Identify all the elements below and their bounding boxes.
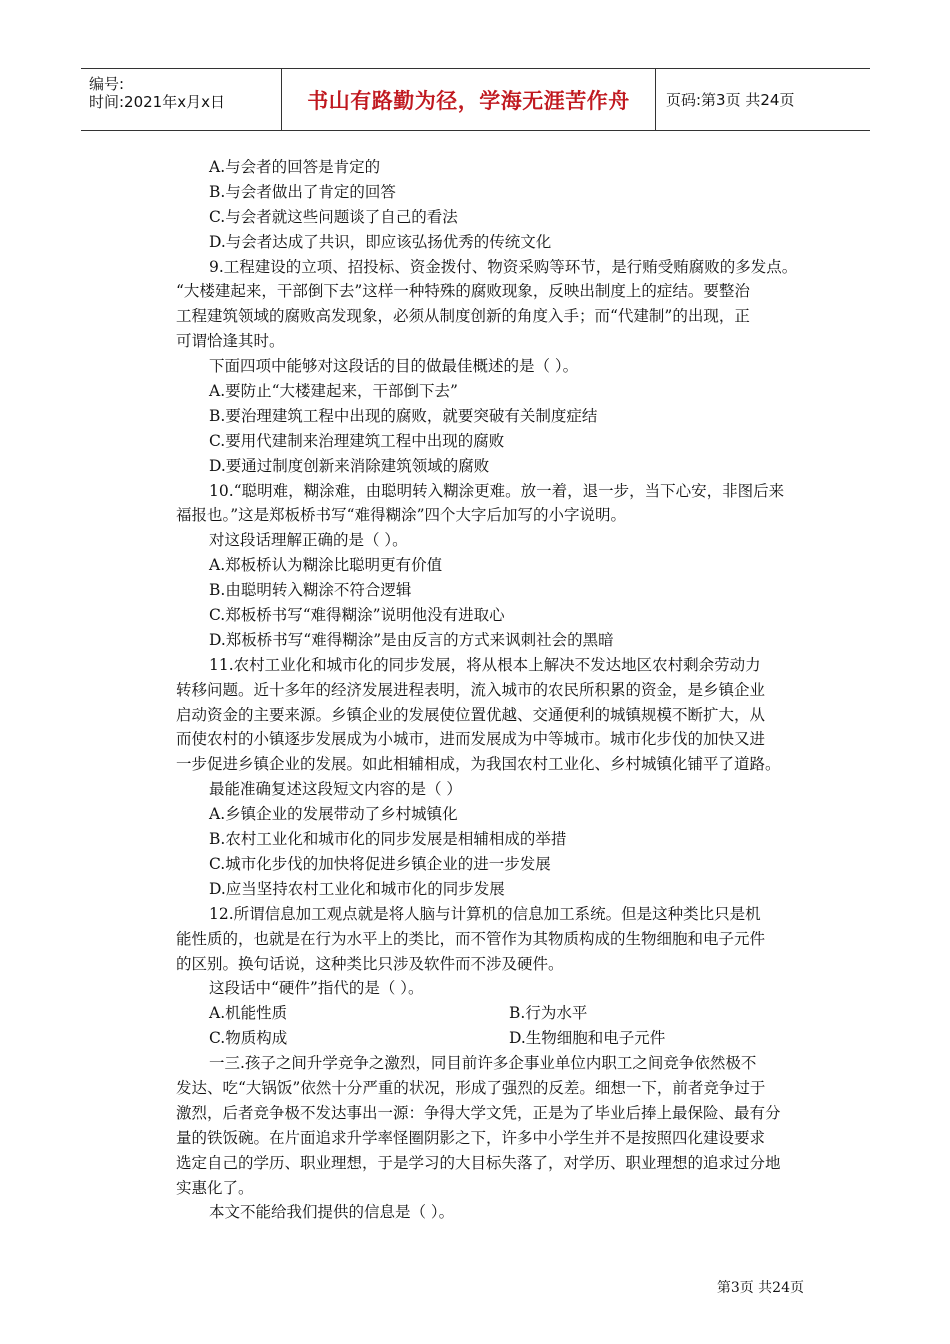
- header-table: [81, 68, 870, 131]
- text-line: D.与会者达成了共识，即应该弘扬优秀的传统文化: [209, 232, 552, 251]
- header-motto-cell: [282, 69, 656, 130]
- text-line: 12.所谓信息加工观点就是将人脑与计算机的信息加工系统。但是这种类比只是机: [209, 904, 761, 923]
- text-line: A.郑板桥认为糊涂比聪明更有价值: [209, 556, 443, 575]
- text-line: C.与会者就这些问题谈了自己的看法: [209, 207, 458, 226]
- text-line: 9.工程建设的立项、招投标、资金拨付、物资采购等环节，是行贿受贿腐败的多发点。: [209, 257, 798, 276]
- option-item: C.物质构成: [209, 1029, 288, 1048]
- text-line: C.城市化步伐的加快将促进乡镇企业的进一步发展: [209, 854, 551, 873]
- text-line: 一三.孩子之间升学竞争之激烈，同目前许多企事业单位内职工之间竞争依然极不: [209, 1054, 757, 1073]
- text-line: 启动资金的主要来源。乡镇企业的发展使位置优越、交通便利的城镇规模不断扩大，从: [176, 705, 766, 724]
- text-line: 实惠化了。: [176, 1178, 254, 1197]
- text-line: 最能准确复述这段短文内容的是（ ）: [209, 780, 462, 799]
- option-row: [176, 1001, 816, 1026]
- number-label: 编号:: [89, 75, 125, 93]
- text-line: A.要防止“大楼建起来，干部倒下去”: [209, 382, 458, 401]
- text-line: A.乡镇企业的发展带动了乡村城镇化: [209, 805, 458, 824]
- page-footer: 第3页 共24页: [716, 1280, 804, 1296]
- text-line: “大楼建起来，干部倒下去”这样一种特殊的腐败现象，反映出制度上的症结。要整治: [176, 282, 750, 301]
- text-line: B.由聪明转入糊涂不符合逻辑: [209, 581, 412, 600]
- text-line: 而使农村的小镇逐步发展成为小城市，进而发展成为中等城市。城市化步伐的加快又进: [176, 730, 766, 749]
- text-line: D.应当坚持农村工业化和城市化的同步发展: [209, 879, 505, 898]
- text-line: 发达、吃“大锅饭”依然十分严重的状况，形成了强烈的反差。细想一下，前者竞争过于: [176, 1078, 766, 1097]
- option-item: A.机能性质: [209, 1004, 288, 1023]
- text-line: 本文不能给我们提供的信息是（ ）。: [209, 1203, 455, 1222]
- text-line: 激烈，后者竞争极不发达事出一源：争得大学文凭，正是为了毕业后捧上最保险、最有分: [176, 1103, 781, 1122]
- option-item: D.生物细胞和电子元件: [509, 1029, 666, 1048]
- text-line: 转移问题。近十多年的经济发展进程表明，流入城市的农民所积累的资金，是乡镇企业: [176, 680, 766, 699]
- text-line: 一步促进乡镇企业的发展。如此相辅相成，为我国农村工业化、乡村城镇化铺平了道路。: [176, 755, 781, 774]
- text-line: 量的铁饭碗。在片面追求升学率怪圈阴影之下，许多中小学生并不是按照四化建设要求: [176, 1128, 766, 1147]
- text-line: 可谓恰逢其时。: [176, 332, 285, 351]
- header-page-cell: [656, 69, 870, 130]
- text-line: C.郑板桥书写“难得糊涂”说明他没有进取心: [209, 606, 505, 625]
- text-line: 11.农村工业化和城市化的同步发展，将从根本上解决不发达地区农村剩余劳动力: [209, 655, 761, 674]
- text-line: B.农村工业化和城市化的同步发展是相辅相成的举措: [209, 830, 567, 849]
- text-line: D.郑板桥书写“难得糊涂”是由反言的方式来讽刺社会的黑暗: [209, 630, 614, 649]
- option-row: [176, 1026, 816, 1051]
- text-line: 福报也。”这是郑板桥书写“难得糊涂”四个大字后加写的小字说明。: [176, 506, 627, 525]
- text-line: 这段话中“硬件”指代的是（ ）。: [209, 979, 424, 998]
- page-code: 页码:第3页 共24页: [666, 91, 795, 109]
- text-line: 工程建筑领域的腐败高发现象，必须从制度创新的角度入手；而“代建制”的出现，正: [176, 307, 750, 326]
- text-line: D.要通过制度创新来消除建筑领域的腐败: [209, 456, 490, 475]
- text-line: 对这段话理解正确的是（ ）。: [209, 531, 408, 550]
- motto: 书山有路勤为径，学海无涯苦作舟: [307, 88, 630, 113]
- text-line: 下面四项中能够对这段话的目的做最佳概述的是（ ）。: [209, 357, 579, 376]
- text-line: 选定自己的学历、职业理想，于是学习的大目标失落了，对学历、职业理想的追求过分地: [176, 1153, 781, 1172]
- header-meta-cell: [81, 69, 282, 130]
- text-line: 10.“聪明难，糊涂难，由聪明转入糊涂更难。放一着，退一步，当下心安，非图后来: [209, 481, 785, 500]
- text-line: 能性质的，也就是在行为水平上的类比，而不管作为其物质构成的生物细胞和电子元件: [176, 929, 766, 948]
- text-line: C.要用代建制来治理建筑工程中出现的腐败: [209, 431, 505, 450]
- option-item: B.行为水平: [509, 1004, 588, 1023]
- text-line: B.要治理建筑工程中出现的腐败，就要突破有关制度症结: [209, 406, 598, 425]
- text-line: B.与会者做出了肯定的回答: [209, 182, 396, 201]
- text-line: 的区别。换句话说，这种类比只涉及软件而不涉及硬件。: [176, 954, 564, 973]
- text-line: A.与会者的回答是肯定的: [209, 158, 381, 176]
- document-body: [176, 155, 816, 1225]
- time-label: 时间:2021年x月x日: [89, 93, 225, 111]
